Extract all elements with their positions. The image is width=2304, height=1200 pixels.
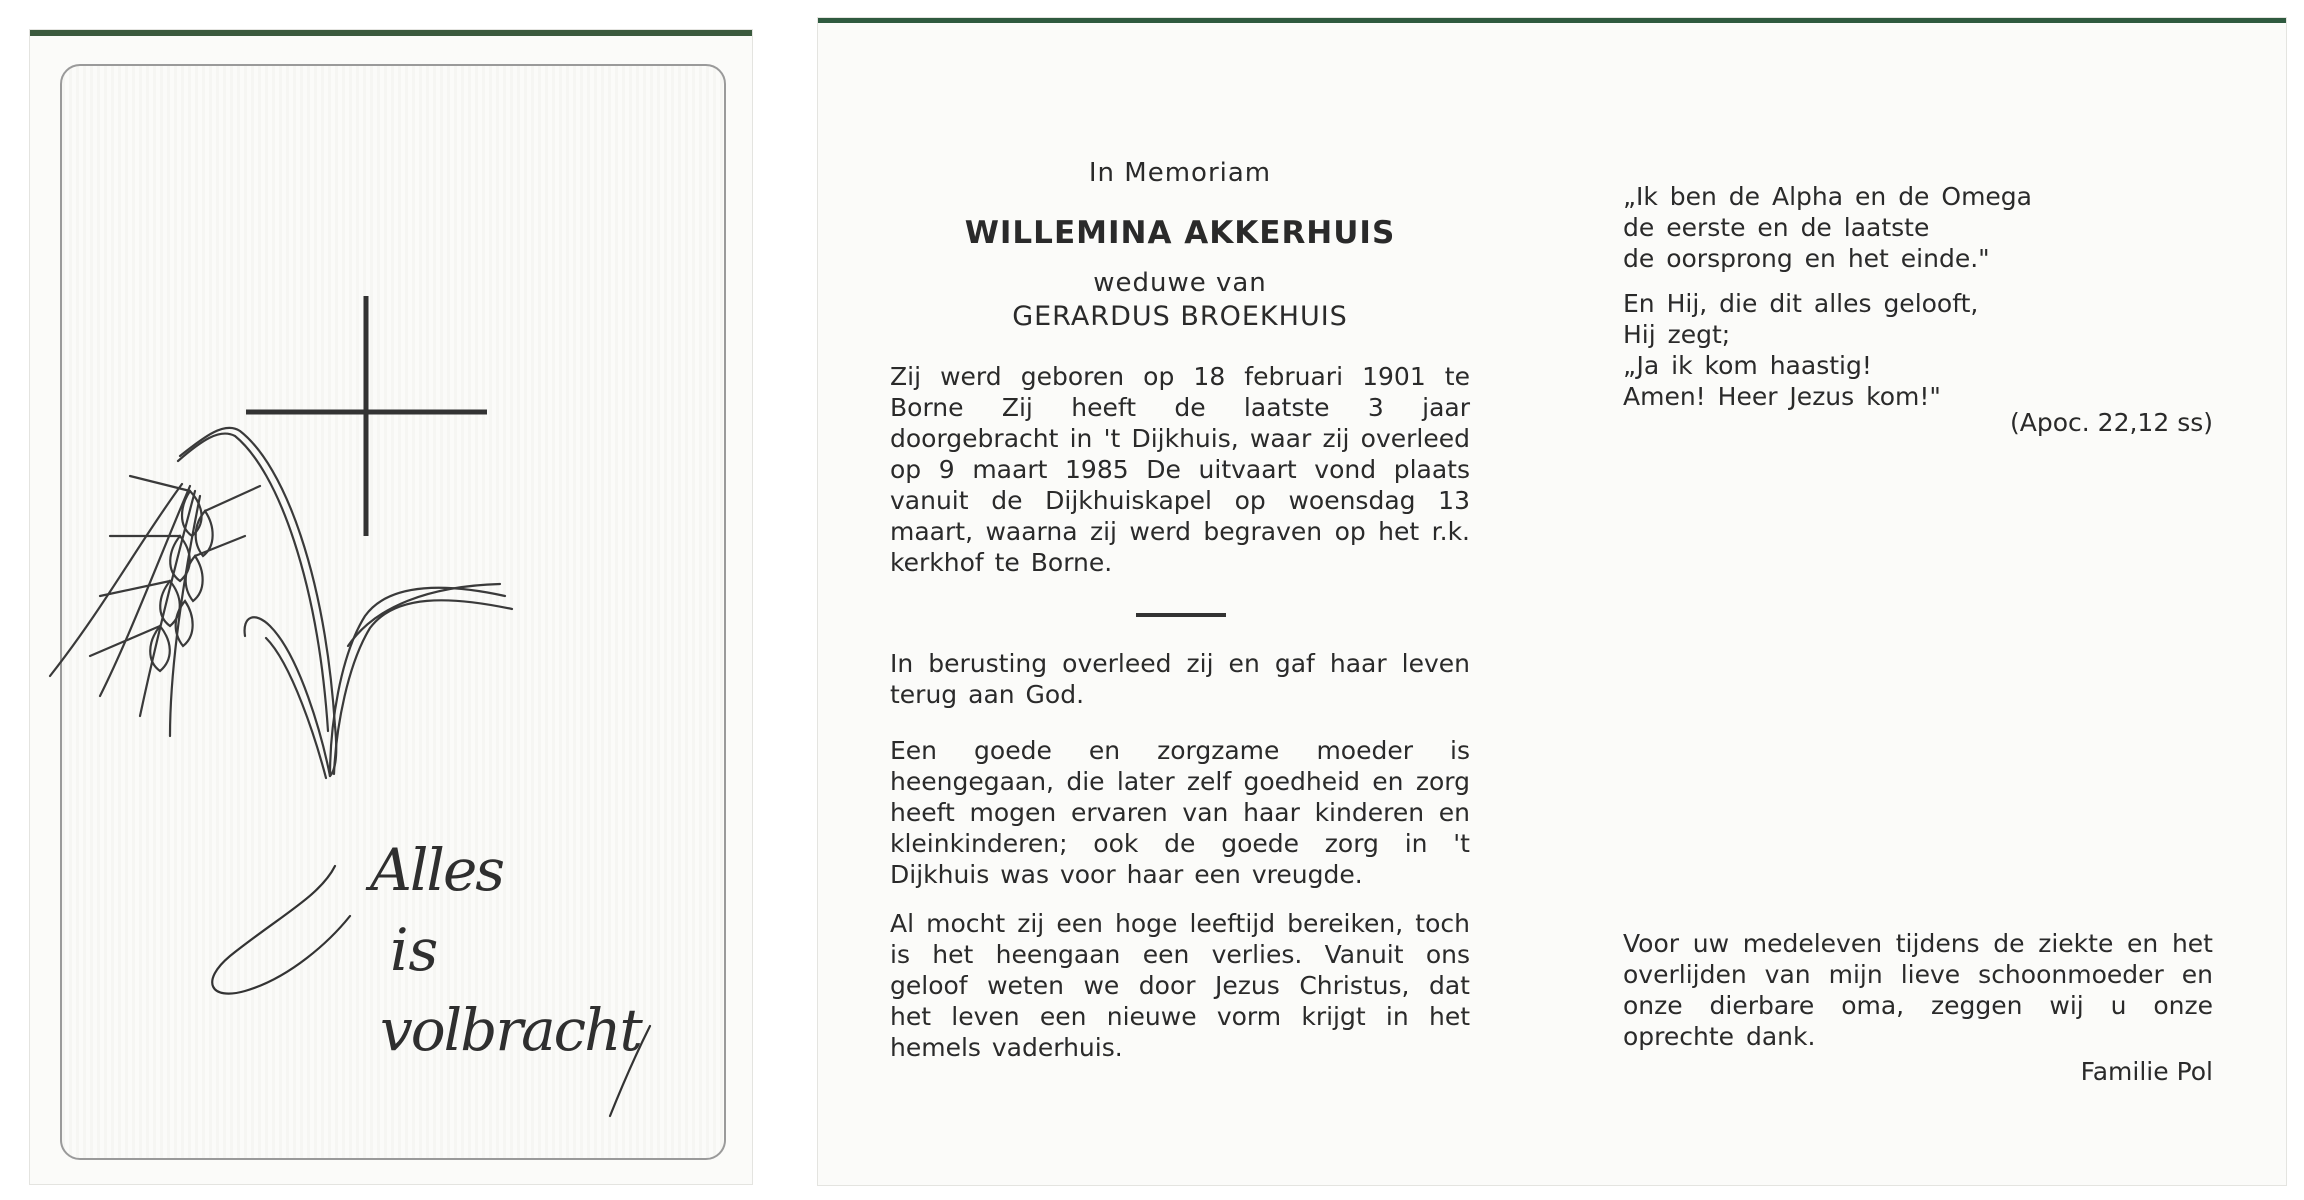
- wheat-icon: [50, 428, 512, 778]
- quote-reference: (Apoc. 22,12 ss): [2010, 408, 2213, 437]
- deceased-name: WILLEMINA AKKERHUIS: [964, 215, 1396, 251]
- mother-paragraph: Een goede en zorgzame moeder is heengegaan, die later zelf goedheid en zorg heeft mogen ervaren van haar kinderen en kleinkinderen; ook de goede zorg in 't Dijkhuis was voor haar een vreugde.: [890, 736, 1470, 889]
- quote-line: de eerste en de laatste: [1623, 213, 1930, 242]
- birth-paragraph: Zij werd geboren op 18 februari 1901 te Borne Zij heeft de laatste 3 jaar doorgebracht in 't Dijkhuis, waar zij overleed op 9 maart 1985 De uitvaart vond plaats vanuit de Dijkhuiskapel op woensdag 13 maart, waarna zij werd begraven op het r.k. kerkhof te Borne.: [890, 362, 1470, 577]
- quote-line: Hij zegt;: [1623, 320, 1731, 349]
- divider: [1136, 613, 1226, 617]
- quote-line: de oorsprong en het einde.": [1623, 244, 1990, 273]
- script-line-is: is: [390, 916, 439, 984]
- age-paragraph: Al mocht zij een hoge leeftijd bereiken, toch is het heengaan een verlies. Vanuit ons geloof weten we door Jezus Christus, dat het leven een nieuwe vorm krijgt in het hemels vaderhuis.: [890, 909, 1470, 1062]
- quote-line: En Hij, die dit alles gelooft,: [1623, 289, 1979, 318]
- scripture-quote: [1623, 181, 2213, 412]
- script-line-alles: Alles: [370, 836, 504, 904]
- quote-line: „Ja ik kom haastig!: [1623, 351, 1872, 380]
- husband-name: GERARDUS BROEKHUIS: [1012, 301, 1348, 332]
- thanks-paragraph: Voor uw medeleven tijdens de ziekte en het overlijden van mijn lieve schoonmoeder en onze dierbare oma, zeggen wij u onze oprechte dank.: [1623, 929, 2213, 1051]
- inside-card: [818, 18, 2286, 1185]
- front-card: [30, 30, 752, 1184]
- quote-line: „Ik ben de Alpha en de Omega: [1623, 182, 2032, 211]
- family-signature: Familie Pol: [2080, 1057, 2213, 1086]
- rest-paragraph: In berusting overleed zij en gaf haar leven terug aan God.: [890, 649, 1470, 709]
- quote-line: Amen! Heer Jezus kom!": [1623, 382, 1941, 411]
- script-line-volbracht: volbracht: [380, 996, 641, 1064]
- memoriam-heading: In Memoriam: [1088, 158, 1272, 188]
- cross-icon: [246, 296, 487, 536]
- widow-of-label: weduwe van: [1093, 268, 1267, 298]
